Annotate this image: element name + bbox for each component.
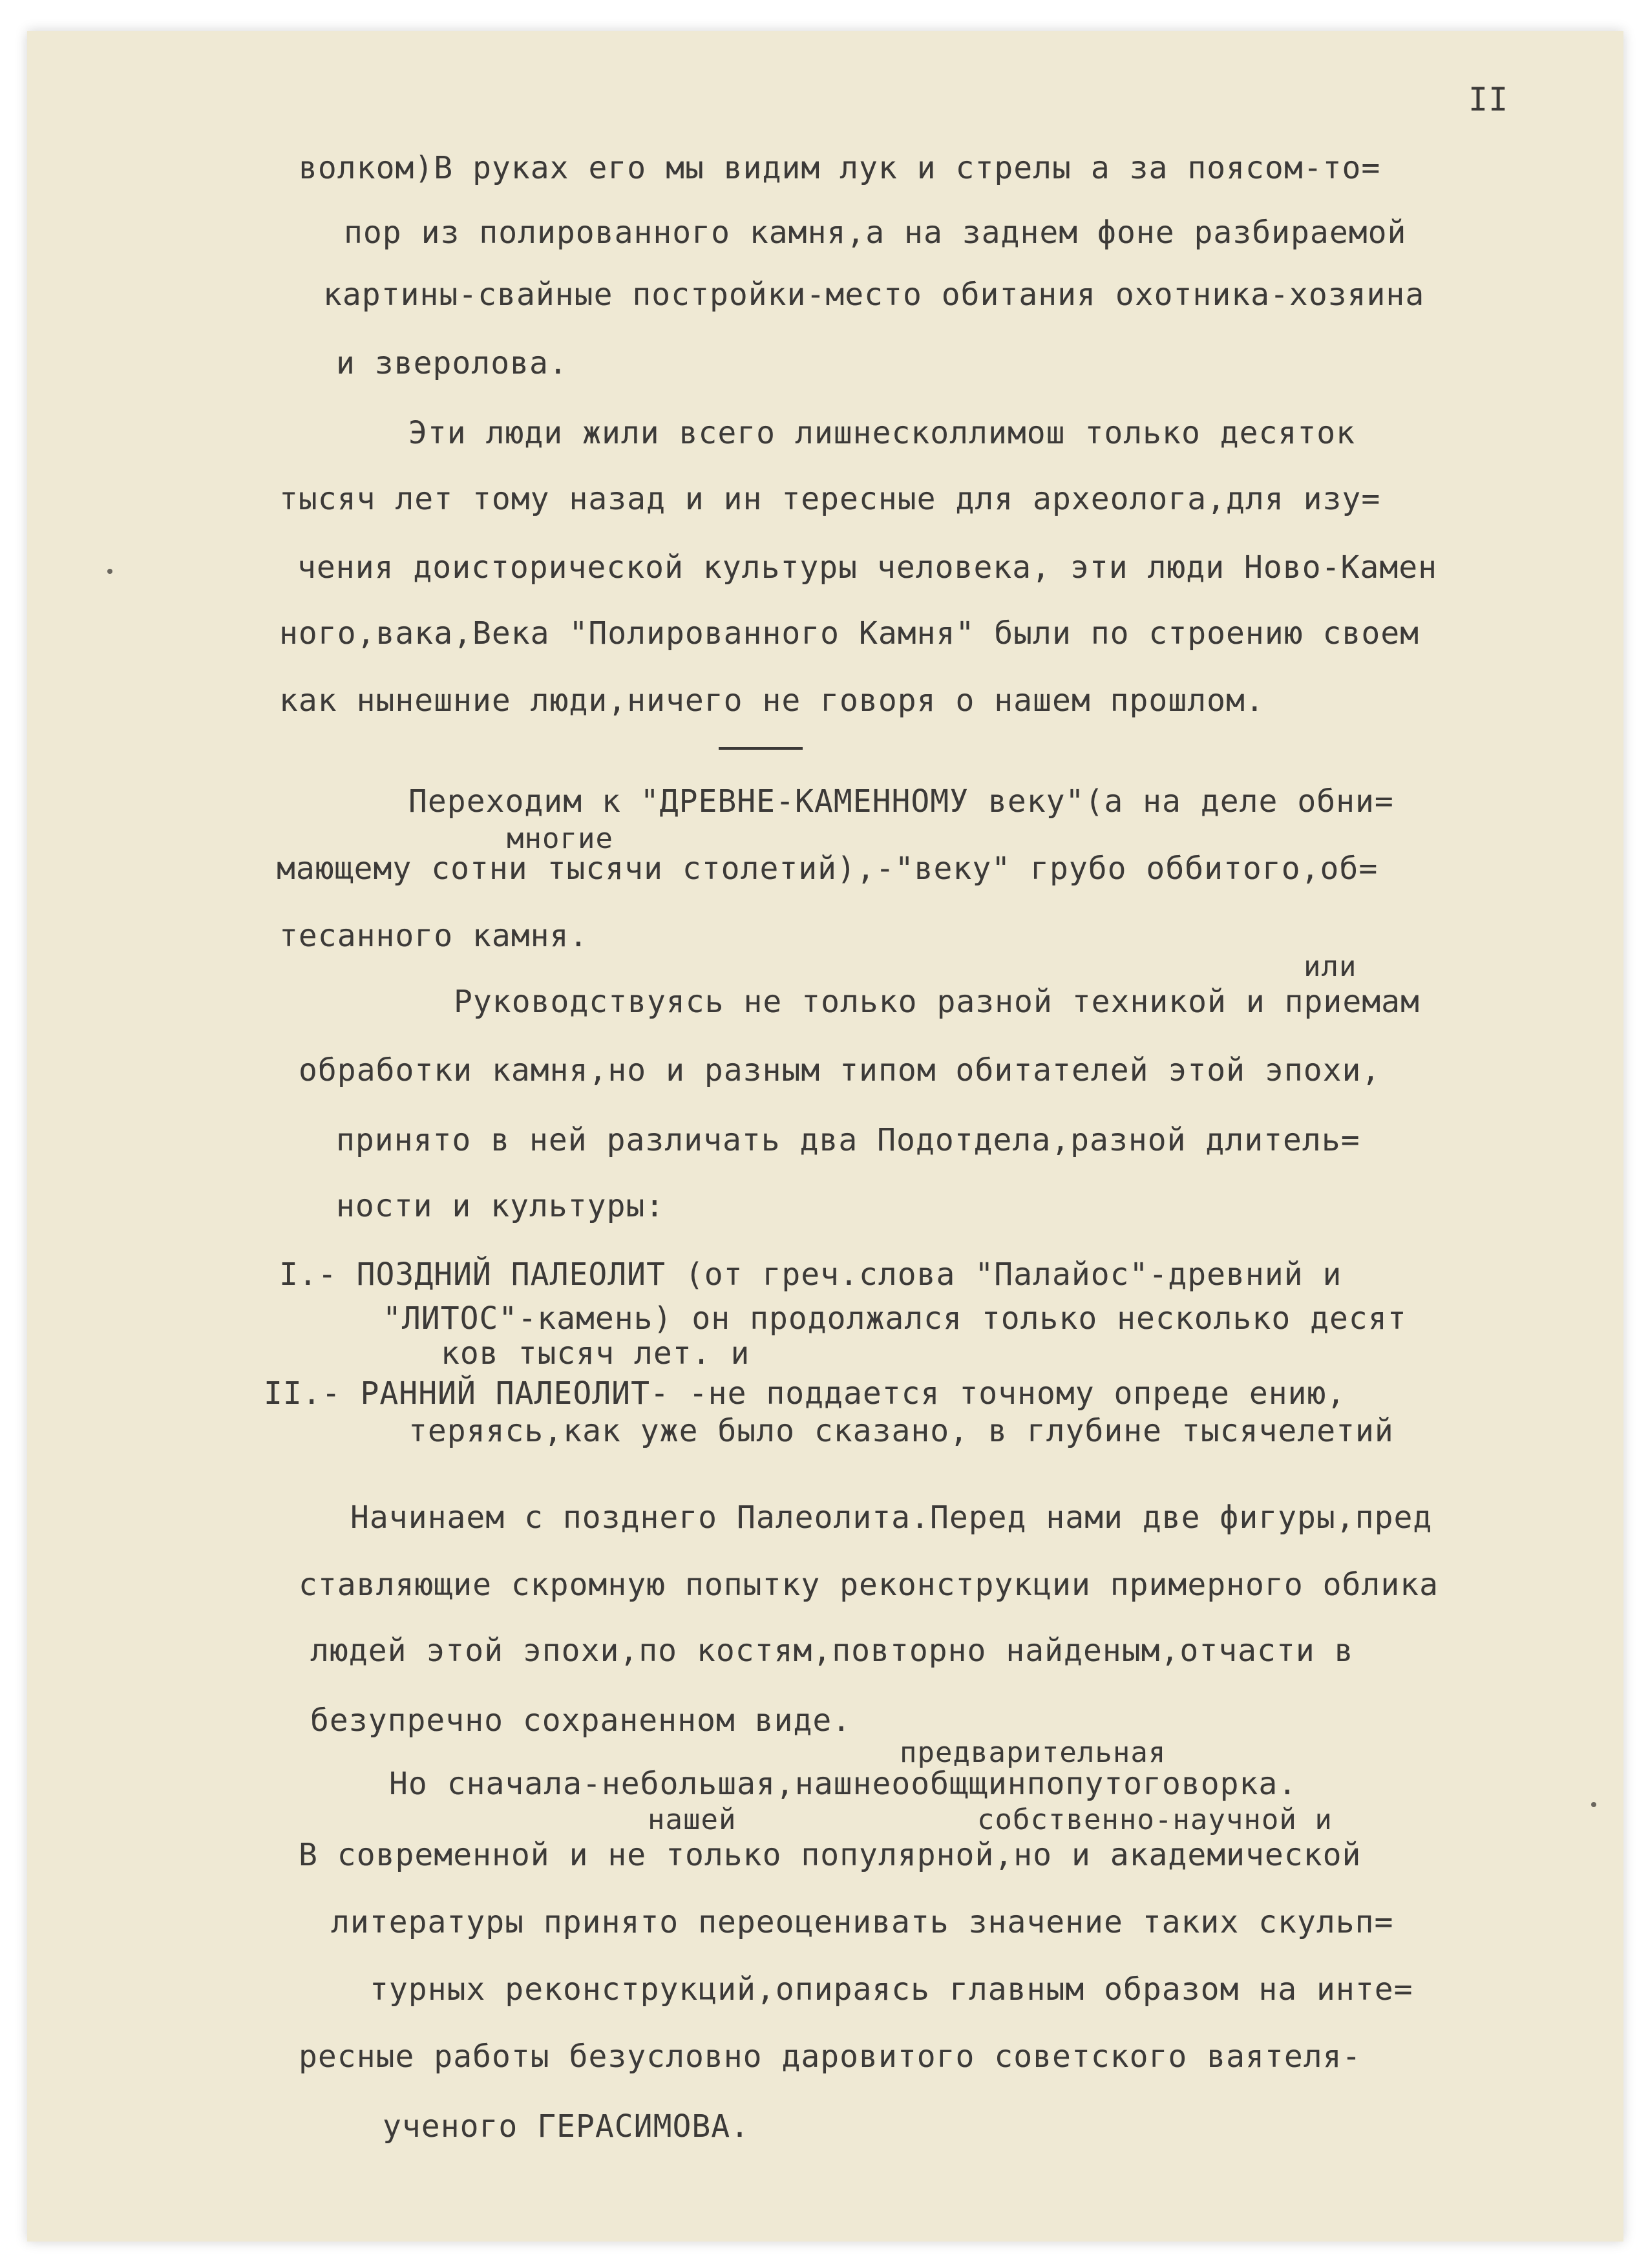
- text-line: Но сначала-небольшая,нашнеообщщинпопутоговорка.: [389, 1766, 1298, 1802]
- paper-sheet: [27, 31, 1623, 2242]
- text-line: Руководствуясь не только разной техникой и приемам: [454, 984, 1420, 1020]
- inserted-word: собственно-научной и: [977, 1803, 1333, 1836]
- text-line: обработки камня,но и разным типом обитателей этой эпохи,: [299, 1052, 1381, 1088]
- inserted-word: нашей: [648, 1803, 737, 1836]
- text-line: ков тысяч лет. и: [441, 1335, 750, 1372]
- text-line: мающему сотни тысячи столетий),-"веку" грубо оббитого,об=: [277, 851, 1379, 887]
- text-line: ресные работы безусловно даровитого советского ваятеля-: [299, 2039, 1362, 2075]
- text-line: литературы принято переоценивать значение таких скульп=: [331, 1904, 1394, 1940]
- text-line: и зверолова.: [336, 345, 568, 381]
- text-line: ученого ГЕРАСИМОВА.: [383, 2108, 750, 2145]
- text-line: теряясь,как уже было сказано, в глубине тысячелетий: [408, 1413, 1394, 1449]
- text-line: Эти люди жили всего лишнесколлимош только десяток: [408, 415, 1356, 451]
- inserted-word: или: [1304, 950, 1357, 983]
- text-line: Начинаем с позднего Палеолита.Перед нами две фигуры,пред: [350, 1500, 1433, 1536]
- text-line: картины-свайные постройки-место обитания охотника-хозяина: [323, 277, 1425, 313]
- text-line: В современной и не только популярной,но и академической: [299, 1837, 1362, 1873]
- text-line: чения доисторической культуры человека, эти люди Ново-Камен: [297, 549, 1438, 586]
- text-line: волком)В руках его мы видим лук и стрелы а за поясом-то=: [299, 150, 1381, 186]
- text-line: II.- РАННИЙ ПАЛЕОЛИТ- -не поддается точному опреде ению,: [264, 1375, 1346, 1412]
- text-line: безупречно сохраненном виде.: [310, 1702, 852, 1739]
- text-line: принято в ней различать два Подотдела,разной длитель=: [336, 1122, 1360, 1158]
- paper-speck: [107, 569, 112, 574]
- text-line: "ЛИТОС"-камень) он продолжался только несколько десят: [383, 1300, 1407, 1337]
- divider: [719, 747, 803, 750]
- inserted-word: предварительная: [900, 1736, 1167, 1769]
- text-line: пор из полированного камня,а на заднем фоне разбираемой: [344, 215, 1407, 251]
- text-line: I.- ПОЗДНИЙ ПАЛЕОЛИТ (от греч.слова "Палайос"-древний и: [279, 1256, 1342, 1293]
- text-line: тесанного камня.: [279, 918, 589, 954]
- inserted-word: многие: [507, 822, 613, 855]
- text-line: как нынешние люди,ничего не говоря о нашем прошлом.: [279, 683, 1265, 719]
- text-line: ного,вака,Века "Полированного Камня" были по строению своем: [279, 615, 1420, 652]
- page-number: II: [1468, 81, 1509, 118]
- paper-speck: [1591, 1802, 1596, 1807]
- text-line: Переходим к "ДРЕВНЕ-КАМЕННОМУ веку"(а на деле обни=: [408, 783, 1394, 820]
- text-line: ставляющие скромную попытку реконструкции примерного облика: [299, 1567, 1439, 1603]
- text-line: людей этой эпохи,по костям,повторно найденым,отчасти в: [310, 1633, 1354, 1669]
- text-line: тысяч лет тому назад и ин тересные для археолога,для изу=: [279, 481, 1381, 517]
- text-line: турных реконструкций,опираясь главным образом на инте=: [370, 1971, 1413, 2008]
- text-line: ности и культуры:: [336, 1188, 665, 1224]
